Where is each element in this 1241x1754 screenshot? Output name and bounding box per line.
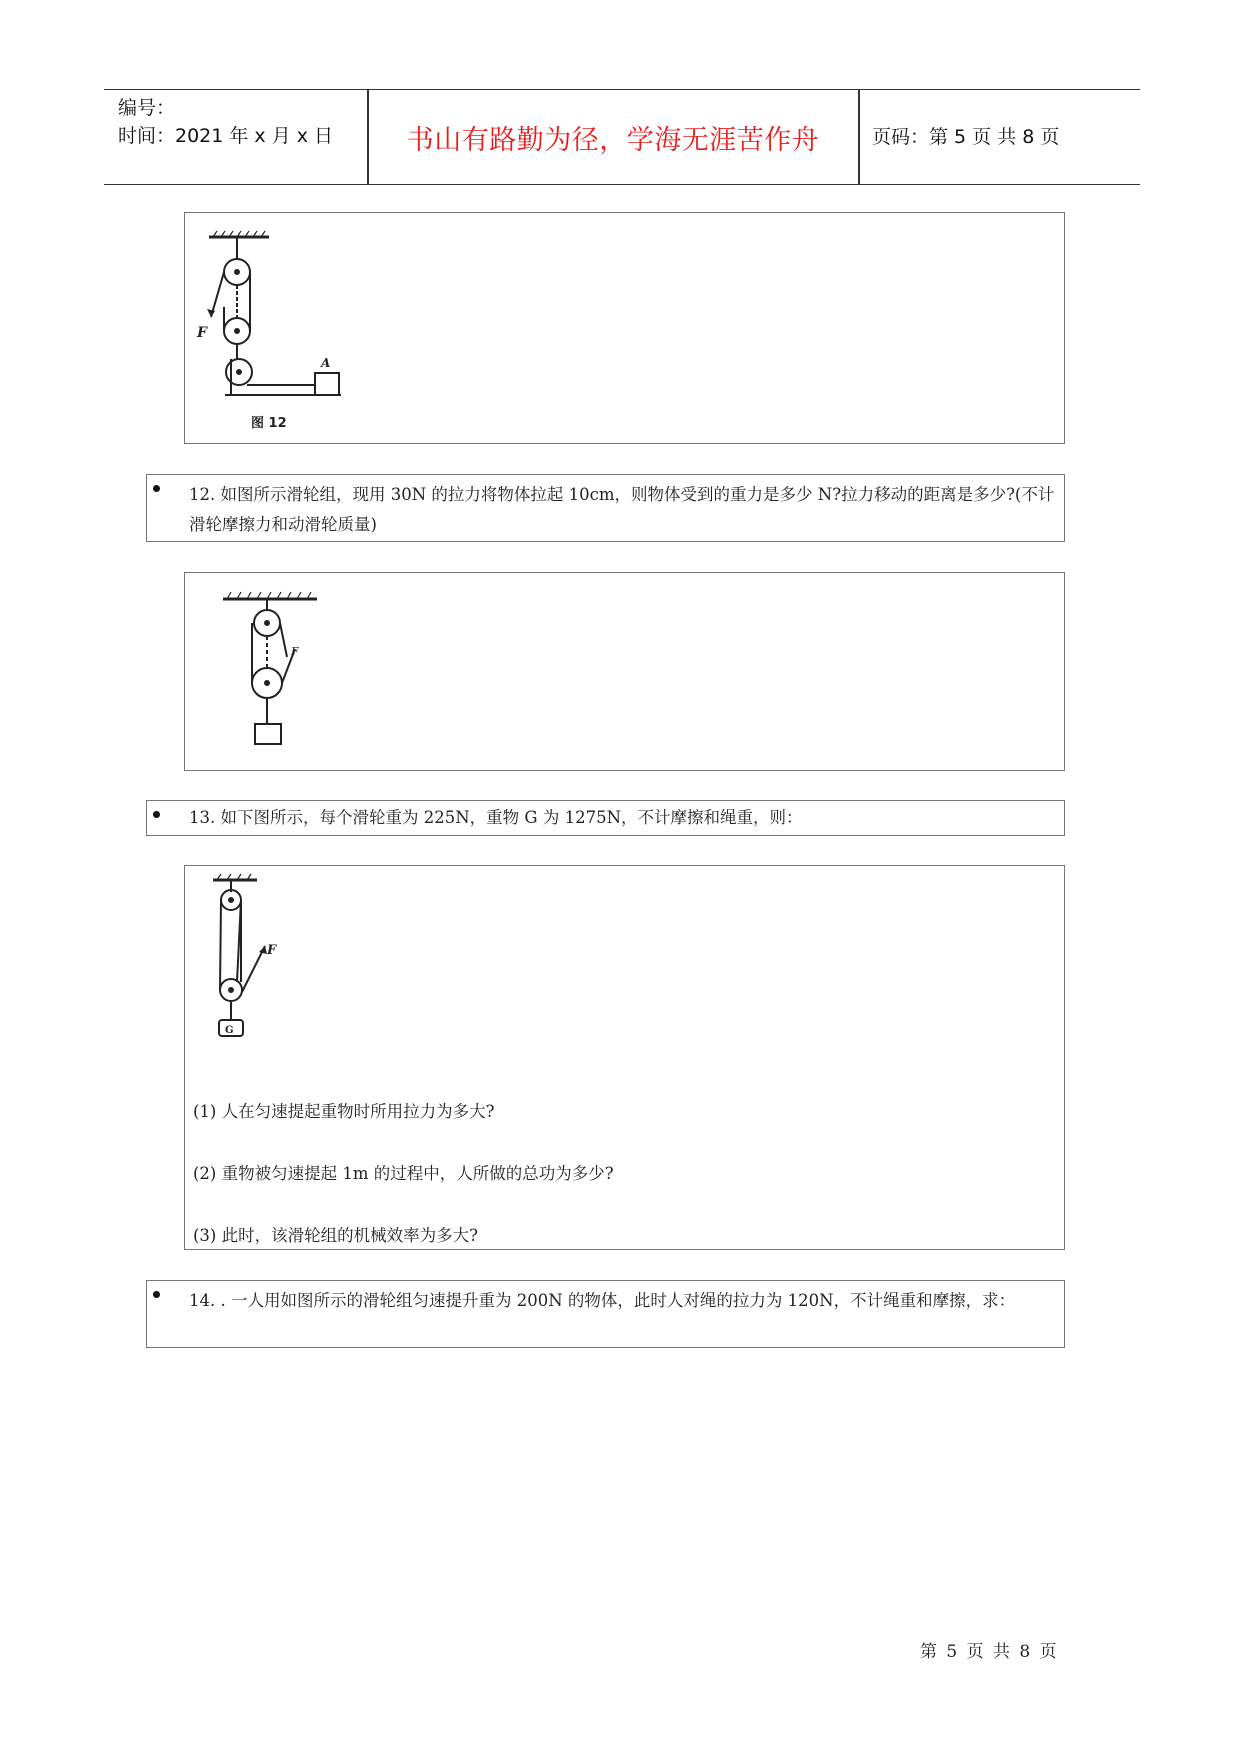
sub-question-3: (3) 此时，该滑轮组的机械效率为多大? <box>193 1226 478 1245</box>
force-label: F <box>291 645 299 658</box>
question-13 <box>146 800 1065 836</box>
serial-label: 编号： <box>118 97 176 119</box>
header-divider <box>858 90 860 184</box>
time-label: 时间：2021 年 x 月 x 日 <box>118 125 334 147</box>
question-14 <box>146 1280 1065 1348</box>
pulley-figure-13 <box>197 870 297 1070</box>
figure-box-1 <box>184 212 1065 444</box>
bullet-icon <box>153 1291 160 1298</box>
pulley-figure-12 <box>195 217 395 442</box>
header-motto: 书山有路勤为径，学海无涯苦作舟 <box>406 124 820 156</box>
figure-caption: 图 12 <box>251 416 287 431</box>
page-header <box>104 89 1140 185</box>
force-label: F <box>267 943 277 958</box>
pulley-figure-12b <box>213 579 353 769</box>
bullet-icon <box>153 485 160 492</box>
header-page-label: 页码：第 5 页 共 8 页 <box>872 126 1060 148</box>
block-label: A <box>321 356 331 370</box>
page-footer: 第 5 页 共 8 页 <box>920 1642 1059 1662</box>
figure-box-3 <box>184 865 1065 1250</box>
question-text: 14. . 一人用如图所示的滑轮组匀速提升重为 200N 的物体，此时人对绳的拉力为 120N，不计绳重和摩擦，求： <box>189 1291 1016 1310</box>
sub-question-1: (1) 人在匀速提起重物时所用拉力为多大? <box>193 1102 495 1121</box>
force-label: F <box>197 325 207 341</box>
header-left <box>118 94 333 150</box>
figure-box-2 <box>184 572 1065 771</box>
question-text: 13. 如下图所示，每个滑轮重为 225N，重物 G 为 1275N，不计摩擦和绳重，则： <box>189 808 803 827</box>
bullet-icon <box>153 811 160 818</box>
sub-question-2: (2) 重物被匀速提起 1m 的过程中，人所做的总功为多少? <box>193 1164 614 1183</box>
question-text: 12. 如图所示滑轮组，现用 30N 的拉力将物体拉起 10cm，则物体受到的重力是多少 N?拉力移动的距离是多少?(不计滑轮摩擦力和动滑轮质量) <box>189 485 1055 534</box>
question-12 <box>146 474 1065 542</box>
weight-label: G <box>225 1025 234 1036</box>
